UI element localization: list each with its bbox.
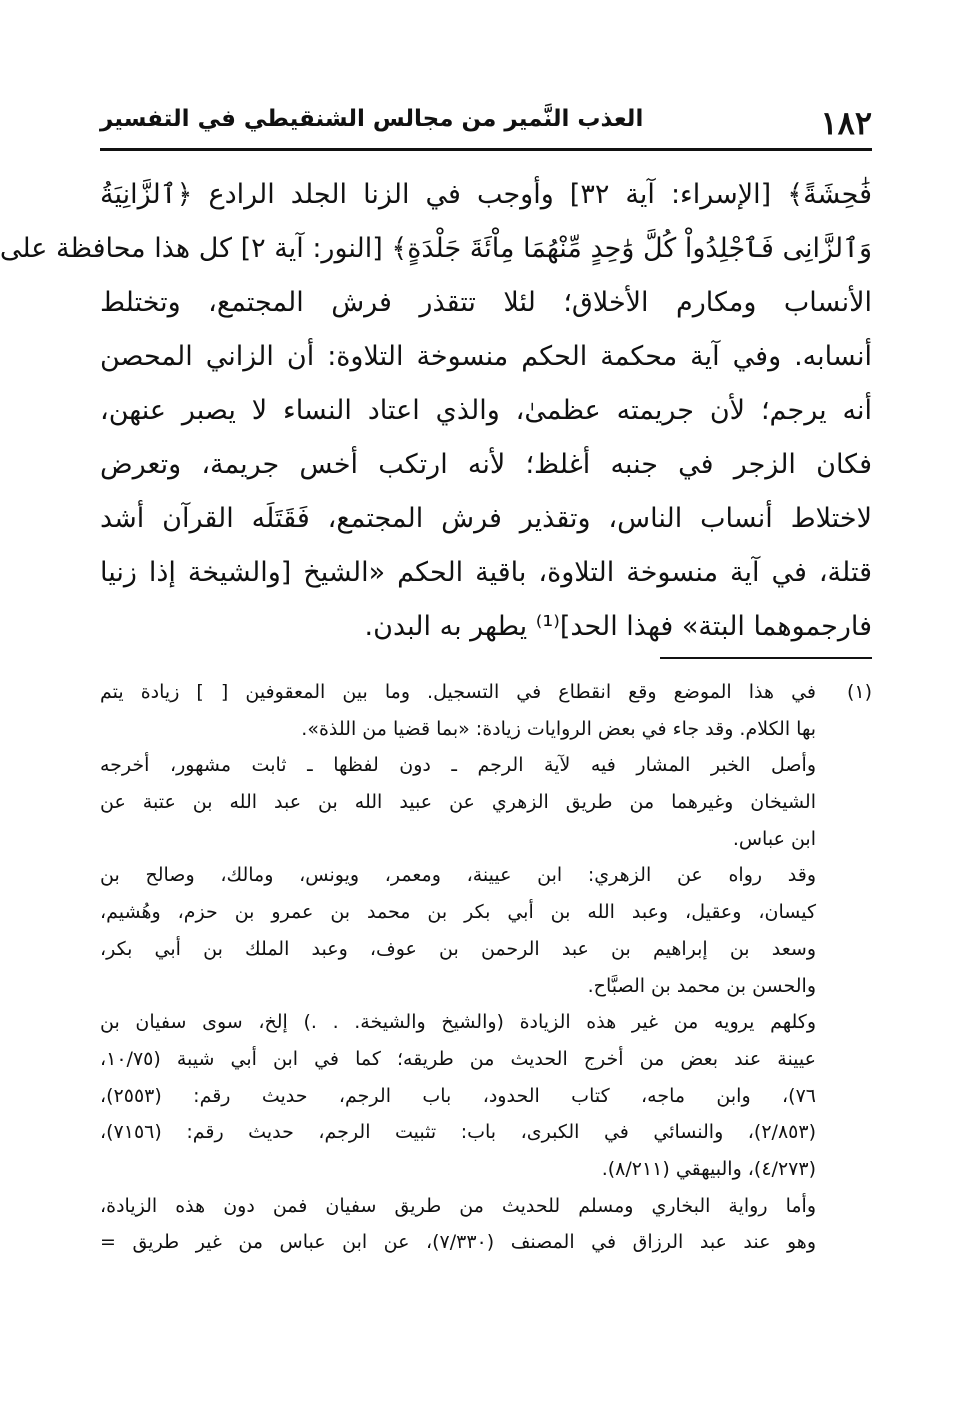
main-text-line: وَٱلزَّانِى فَٱجْلِدُواْ كُلَّ وَٰحِدٍ مِّنْهُمَا مِاْئَةَ جَلْدَةٍ﴾ [النور: آية ٢] كل هذا محافظة على	[0, 233, 872, 264]
footnote-line: (٤/٢٧٣)، والبيهقي (٨/٢١١).	[601, 1157, 816, 1180]
main-text-line: الأنساب ومكارم الأخلاق؛ لئلا تتقذر فرش المجتمع، وتختلط	[100, 287, 872, 318]
main-text-line: أنسابه. وفي آية محكمة الحكم منسوخة التلاوة: أن الزاني المحصن	[100, 341, 872, 372]
main-text-line: قتلة، في آية منسوخة التلاوة، باقية الحكم «الشيخ [والشيخة إذا زنيا	[100, 557, 872, 588]
footnotes-block	[100, 674, 872, 1261]
footnote-line: ٧٦)، وابن ماجه، كتاب الحدود، باب الرجم، حديث رقم: (٢٥٥٣)،	[100, 1084, 816, 1107]
main-text-line: فكان الزجر في جنبه أغلظ؛ لأنه ارتكب أخس جريمة، وتعرض	[100, 449, 872, 480]
header-divider	[100, 148, 872, 151]
main-text-line: فارجموهما البتة» فهذا الحد]⁽¹⁾ يطهر به البدن.	[364, 611, 872, 642]
footnote-line: وأصل الخبر المشار فيه لآية الرجم ـ دون لفظها ـ ثابت مشهور، أخرجه	[100, 754, 816, 777]
main-text-line: أنه يرجم؛ لأن جريمته عظمىٰ، والذي اعتاد النساء لا يصبر عنهن،	[100, 395, 872, 426]
footnote-line: ابن عباس.	[732, 827, 816, 850]
page-header	[100, 98, 872, 148]
footnote-line: (٢/٨٥٣)، والنسائي في الكبرى، باب: تثبيت الرجم، حديث رقم: (٧١٥٦)،	[100, 1121, 816, 1144]
page-number: ١٨٢	[820, 104, 872, 142]
main-text-line: لاختلاط أنساب الناس، وتقذير فرش المجتمع، فَقَتَلَه القرآن أشد	[100, 503, 872, 534]
footnote-line: وأما رواية البخاري ومسلم للحديث من طريق سفيان فمن دون هذه الزيادة،	[100, 1194, 816, 1217]
main-text-line: فَٰحِشَةً﴾ [الإسراء: آية ٣٢] وأوجب في الزنا الجلد الرادع ﴿ٱلزَّانِيَةُ	[100, 179, 872, 210]
footnote-divider	[660, 657, 872, 659]
footnote-line: وهو عند عبد الرزاق في المصنف (٧/٣٣٠)، عن ابن عباس من غير طريق =	[100, 1231, 816, 1254]
footnote-line: وقد رواه عن الزهري: ابن عيينة، ومعمر، ويونس، ومالك، وصالح بن	[100, 864, 816, 887]
footnote-line: عيينة عند بعض من أخرج الحديث من طريقه؛ كما في ابن أبي شيبة (١٠/٧٥،	[100, 1047, 816, 1070]
running-title: العذب النَّمير من مجالس الشنقيطي في التفسير	[100, 106, 644, 132]
footnote-line: والحسن بن محمد بن الصبَّاح.	[587, 974, 816, 997]
footnote-line: الشيخان وغيرهما من طريق الزهري عن عبيد الله بن عبد الله بن عتبة عن	[100, 791, 816, 814]
footnote-line: بها الكلام. وقد جاء في بعض الروايات زيادة: «بما قضيا من اللذة».	[301, 717, 816, 740]
footnote-number: (١)	[846, 681, 872, 703]
main-text-block	[0, 168, 872, 654]
footnote-line: كيسان، وعقيل، وعبد الله بن أبي بكر بن محمد بن عمرو بن حزم، وهُشيم،	[100, 901, 816, 924]
footnote-line: وكلهم يرويه من غير هذه الزيادة (والشيخ والشيخة. . .) إلخ، سوى سفيان بن	[100, 1011, 816, 1034]
footnote-line: في هذا الموضع وقع انقطاع في التسجيل. وما بين المعقوفين [ ] زيادة يتم	[100, 681, 816, 703]
footnote-line: وسعد بن إبراهيم بن عبد الرحمن بن عوف، وعبد الملك بن أبي بكر،	[100, 937, 816, 960]
